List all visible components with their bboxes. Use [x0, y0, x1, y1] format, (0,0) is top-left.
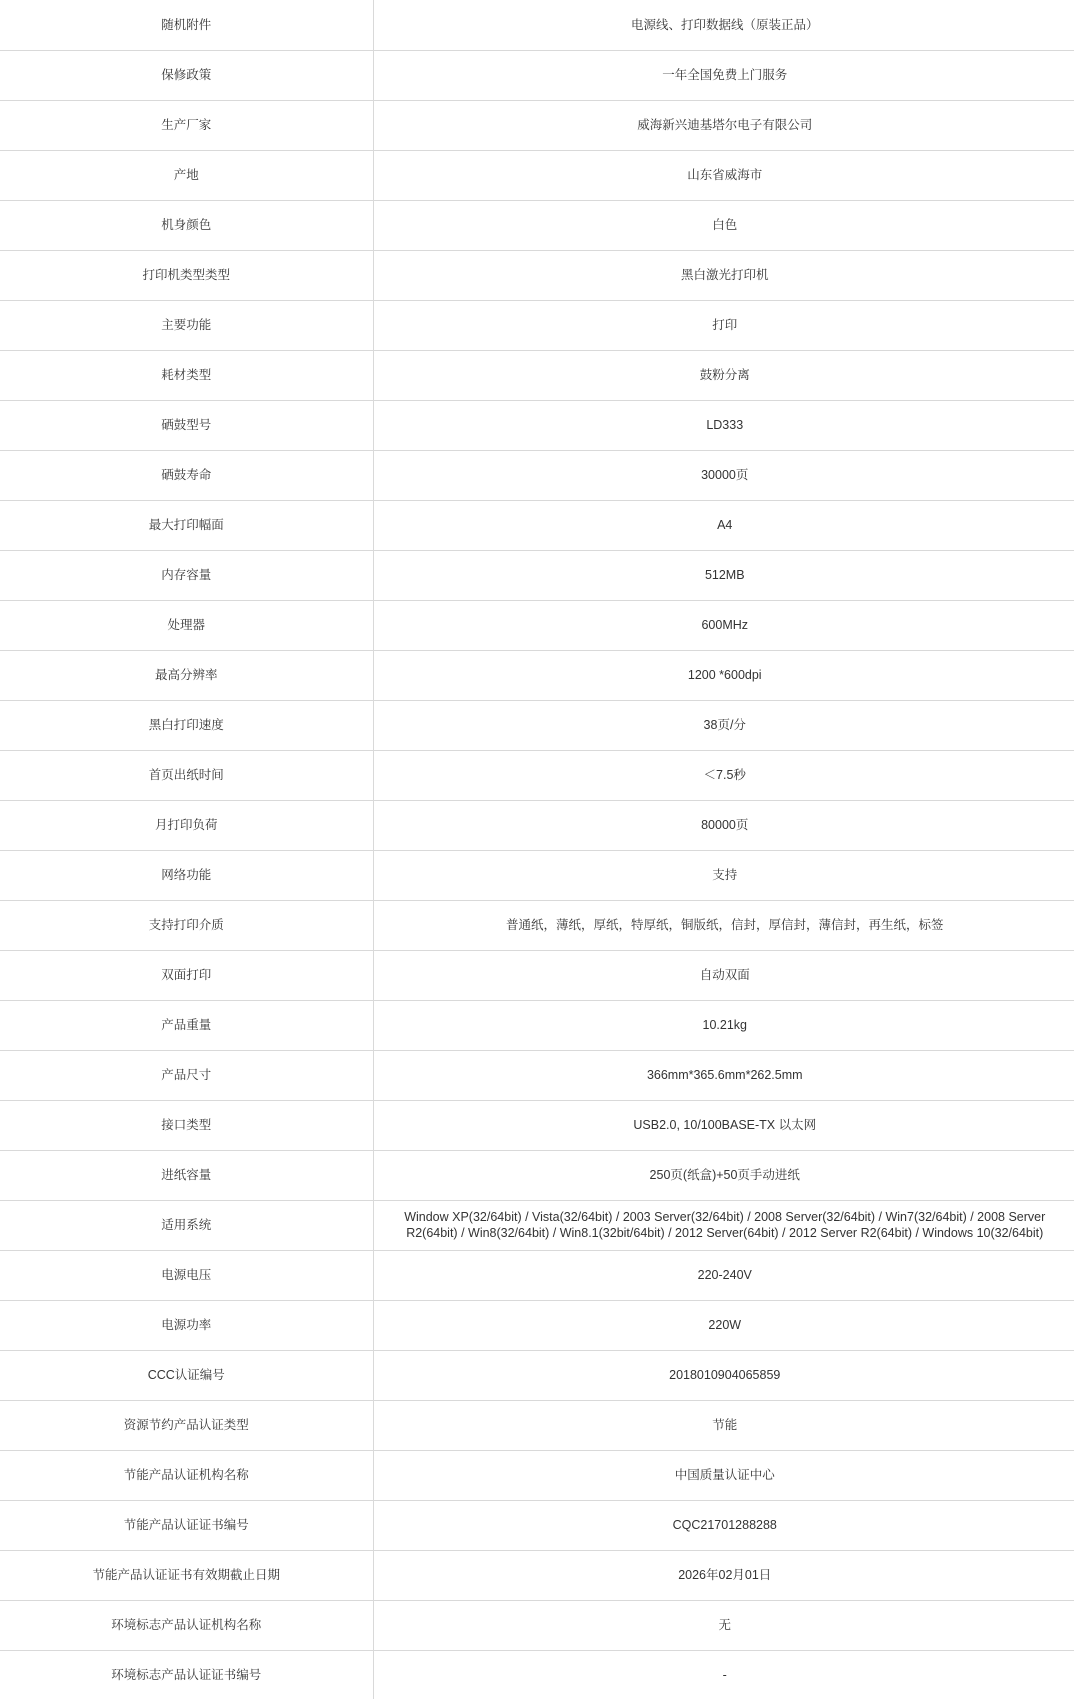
spec-value: 512MB [373, 550, 1074, 600]
table-row [0, 1000, 1074, 1050]
spec-value: 2026年02月01日 [373, 1550, 1074, 1600]
spec-label: 硒鼓型号 [0, 400, 373, 450]
spec-label: 产品尺寸 [0, 1050, 373, 1100]
spec-label: 主要功能 [0, 300, 373, 350]
table-row [0, 1250, 1074, 1300]
spec-label: 机身颜色 [0, 200, 373, 250]
table-row [0, 550, 1074, 600]
spec-value: 2018010904065859 [373, 1350, 1074, 1400]
spec-label: 保修政策 [0, 50, 373, 100]
table-row [0, 700, 1074, 750]
spec-value: 80000页 [373, 800, 1074, 850]
spec-value: 30000页 [373, 450, 1074, 500]
table-row [0, 50, 1074, 100]
spec-label: 节能产品认证证书编号 [0, 1500, 373, 1550]
table-row [0, 100, 1074, 150]
spec-label: 月打印负荷 [0, 800, 373, 850]
table-row [0, 600, 1074, 650]
spec-value: 节能 [373, 1400, 1074, 1450]
table-row [0, 350, 1074, 400]
spec-value: 黑白激光打印机 [373, 250, 1074, 300]
spec-label: 生产厂家 [0, 100, 373, 150]
spec-value: 600MHz [373, 600, 1074, 650]
spec-label: 进纸容量 [0, 1150, 373, 1200]
spec-value: A4 [373, 500, 1074, 550]
spec-label: 网络功能 [0, 850, 373, 900]
spec-label: CCC认证编号 [0, 1350, 373, 1400]
spec-label: 环境标志产品认证机构名称 [0, 1600, 373, 1650]
spec-value: 山东省威海市 [373, 150, 1074, 200]
spec-value: 支持 [373, 850, 1074, 900]
spec-label: 资源节约产品认证类型 [0, 1400, 373, 1450]
table-row [0, 900, 1074, 950]
spec-label: 处理器 [0, 600, 373, 650]
table-row [0, 400, 1074, 450]
spec-value: 自动双面 [373, 950, 1074, 1000]
spec-label: 打印机类型类型 [0, 250, 373, 300]
table-row [0, 1600, 1074, 1650]
spec-value: 250页(纸盒)+50页手动进纸 [373, 1150, 1074, 1200]
table-row [0, 1500, 1074, 1550]
spec-value: 中国质量认证中心 [373, 1450, 1074, 1500]
spec-label: 节能产品认证证书有效期截止日期 [0, 1550, 373, 1600]
table-row [0, 250, 1074, 300]
table-row [0, 1400, 1074, 1450]
spec-label: 最大打印幅面 [0, 500, 373, 550]
table-row [0, 950, 1074, 1000]
spec-value: 220W [373, 1300, 1074, 1350]
spec-label: 支持打印介质 [0, 900, 373, 950]
table-row [0, 850, 1074, 900]
spec-label: 随机附件 [0, 0, 373, 50]
spec-label: 首页出纸时间 [0, 750, 373, 800]
table-row [0, 1100, 1074, 1150]
spec-label: 产地 [0, 150, 373, 200]
table-row [0, 1200, 1074, 1250]
spec-value: 威海新兴迪基塔尔电子有限公司 [373, 100, 1074, 150]
table-row [0, 1300, 1074, 1350]
table-row [0, 1350, 1074, 1400]
spec-label: 最高分辨率 [0, 650, 373, 700]
table-row [0, 0, 1074, 50]
spec-value: 无 [373, 1600, 1074, 1650]
spec-label: 电源功率 [0, 1300, 373, 1350]
spec-value: 38页/分 [373, 700, 1074, 750]
table-row [0, 1550, 1074, 1600]
table-row [0, 1650, 1074, 1699]
spec-value: USB2.0, 10/100BASE-TX 以太网 [373, 1100, 1074, 1150]
spec-label: 环境标志产品认证证书编号 [0, 1650, 373, 1699]
table-row [0, 500, 1074, 550]
spec-value: 白色 [373, 200, 1074, 250]
table-row [0, 1050, 1074, 1100]
spec-label: 接口类型 [0, 1100, 373, 1150]
spec-label: 电源电压 [0, 1250, 373, 1300]
table-row [0, 1150, 1074, 1200]
spec-value: 366mm*365.6mm*262.5mm [373, 1050, 1074, 1100]
spec-label: 硒鼓寿命 [0, 450, 373, 500]
spec-label: 产品重量 [0, 1000, 373, 1050]
spec-value: 1200 *600dpi [373, 650, 1074, 700]
spec-value: 打印 [373, 300, 1074, 350]
spec-label: 耗材类型 [0, 350, 373, 400]
spec-label: 双面打印 [0, 950, 373, 1000]
table-row [0, 750, 1074, 800]
table-row [0, 200, 1074, 250]
table-row [0, 300, 1074, 350]
spec-value: 普通纸，薄纸，厚纸，特厚纸，铜版纸，信封，厚信封，薄信封，再生纸，标签 [373, 900, 1074, 950]
spec-value: 220-240V [373, 1250, 1074, 1300]
spec-value: LD333 [373, 400, 1074, 450]
spec-label: 适用系统 [0, 1200, 373, 1250]
table-row [0, 800, 1074, 850]
table-row [0, 150, 1074, 200]
spec-value: Window XP(32/64bit) / Vista(32/64bit) / 2003 Server(32/64bit) / 2008 Server(32/64bit) / Win7(32/64bit) / 2008 Server R2(64bit) / Win8(32/64bit) / Win8.1(32bit/64bit) / 2012 Server(64bit) / 2012 Server R2(64bit) / Windows 10(32/64bit) [373, 1200, 1074, 1250]
spec-value: CQC21701288288 [373, 1500, 1074, 1550]
spec-value: 鼓粉分离 [373, 350, 1074, 400]
spec-label: 内存容量 [0, 550, 373, 600]
table-row [0, 450, 1074, 500]
spec-value: 一年全国免费上门服务 [373, 50, 1074, 100]
spec-value: - [722, 1667, 727, 1682]
spec-value: ＜7.5秒 [373, 750, 1074, 800]
table-row [0, 650, 1074, 700]
spec-value: 10.21kg [373, 1000, 1074, 1050]
spec-value: 电源线、打印数据线（原装正品） [373, 0, 1074, 50]
table-row [0, 1450, 1074, 1500]
spec-label: 黑白打印速度 [0, 700, 373, 750]
spec-label: 节能产品认证机构名称 [0, 1450, 373, 1500]
